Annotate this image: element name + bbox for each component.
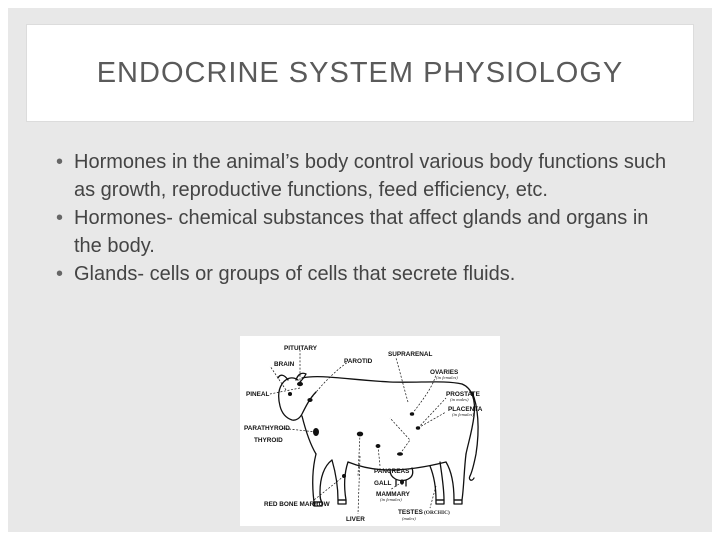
label-brain: BRAIN [274, 361, 295, 368]
bullet-item: • Hormones in the animal’s body control various body functions such as growth, reproductive functions, feed efficiency, etc. [56, 148, 676, 204]
label-gall: GALL [374, 480, 392, 487]
label-pineal: PINEAL [246, 391, 270, 398]
label-ovaries: OVARIES [430, 369, 459, 376]
cow-endocrine-diagram [240, 336, 500, 526]
label-prostate-sub: (in males) [450, 397, 469, 402]
label-testes-sub: (males) [402, 516, 416, 521]
label-orchic: (ORCHIC) [424, 510, 450, 516]
bullet-item: • Glands- cells or groups of cells that secrete fluids. [56, 260, 676, 288]
label-mammary: MAMMARY [376, 491, 410, 498]
bullet-item: • Hormones- chemical substances that affect glands and organs in the body. [56, 204, 676, 260]
label-pancreas: PANCREAS [374, 468, 410, 475]
label-red-bone-marrow: RED BONE MARROW [264, 501, 330, 508]
label-testes: TESTES [398, 509, 423, 516]
slide [8, 8, 712, 532]
label-placenta-sub: (in females) [452, 412, 474, 417]
label-parotid: PAROTID [344, 358, 373, 365]
label-pituitary: PITUITARY [284, 345, 318, 352]
label-placenta: PLACENTA [448, 406, 483, 413]
label-parathyroid: PARATHYROID [244, 425, 290, 432]
bullet-list [56, 148, 676, 288]
label-mammary-sub: (in females) [380, 497, 402, 502]
title-box [26, 24, 694, 122]
leader-lines [270, 350, 446, 514]
label-prostate: PROSTATE [446, 391, 480, 398]
label-ovaries-sub: (in females) [436, 375, 458, 380]
label-suprarenal: SUPRARENAL [388, 351, 433, 358]
label-thyroid: THYROID [254, 437, 283, 444]
cow-diagram-svg [240, 336, 500, 526]
label-liver: LIVER [346, 516, 365, 523]
slide-title: ENDOCRINE SYSTEM PHYSIOLOGY [96, 56, 624, 89]
